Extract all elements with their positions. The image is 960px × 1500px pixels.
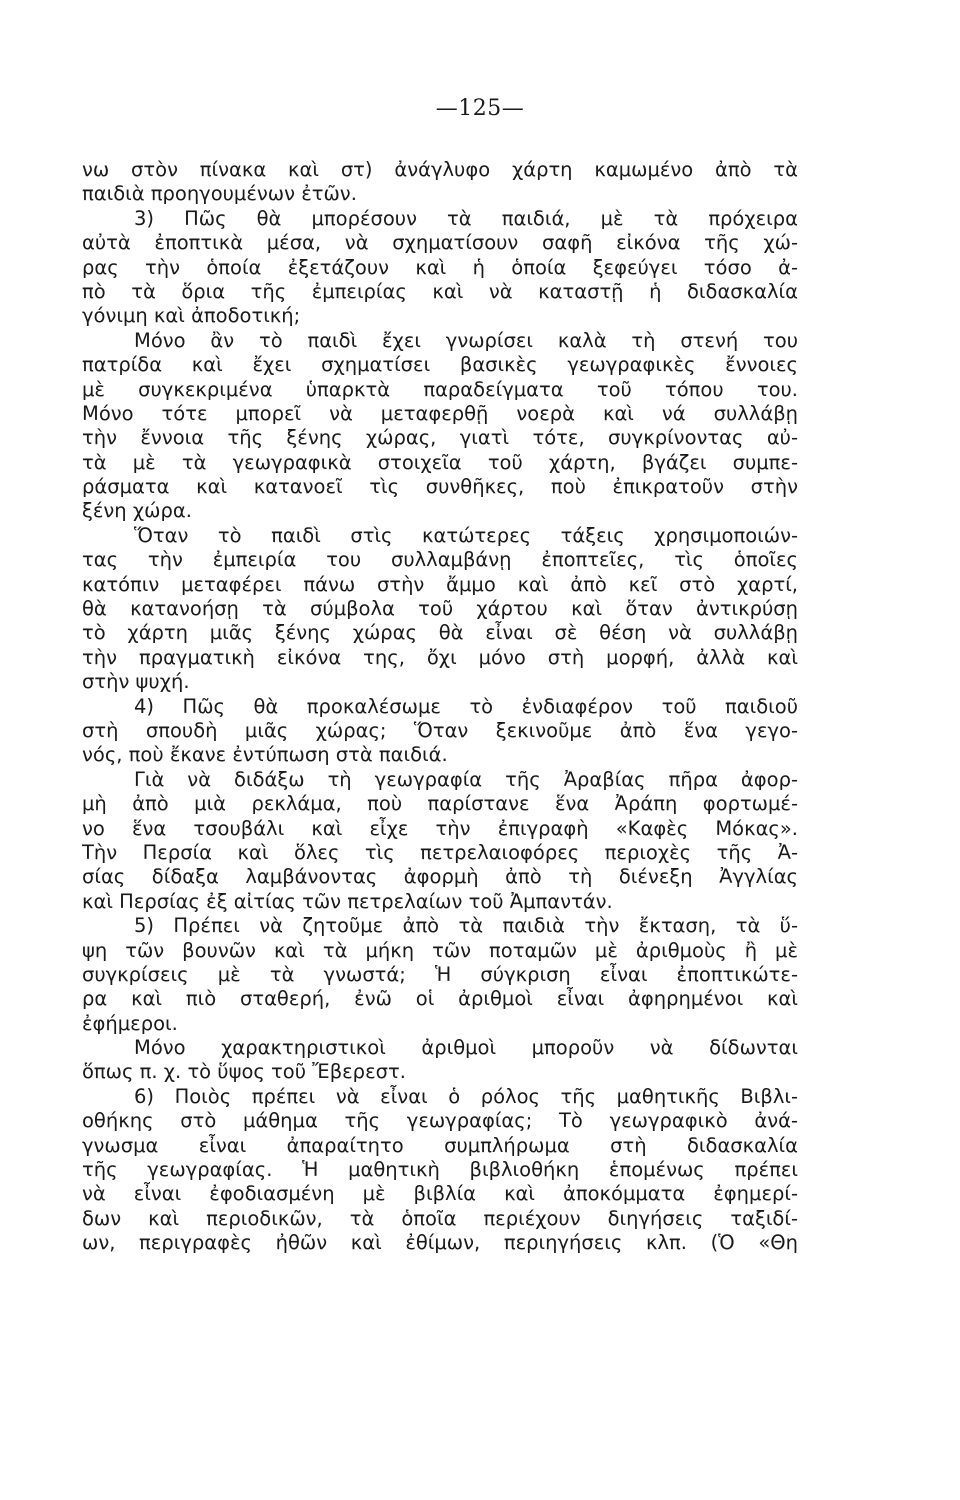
text-line: 3) Πῶς θὰ μπορέσουν τὰ παιδιά, μὲ τὰ πρόχειρα: [134, 206, 798, 230]
text-line: ράσματα καὶ κατανοεῖ τὶς συνθῆκες, ποὺ ἐπικρατοῦν στὴν: [82, 475, 798, 499]
text-line: ἐφήμεροι.: [82, 1011, 178, 1035]
text-line: καὶ Περσίας ἐξ αἰτίας τῶν πετρελαίων τοῦ Ἀμπαντάν.: [82, 889, 613, 913]
text-line: ρα καὶ πιὸ σταθερή, ἐνῶ οἱ ἀριθμοὶ εἶναι ἀφηρημένοι καὶ: [82, 987, 798, 1011]
text-line: 5) Πρέπει νὰ ζητοῦμε ἀπὸ τὰ παιδιὰ τὴν ἔκταση, τὰ ὕ-: [134, 914, 798, 938]
text-line: Ὅταν τὸ παιδὶ στὶς κατώτερες τάξεις χρησιμοποιών-: [134, 523, 798, 547]
text-line: κατόπιν μεταφέρει πάνω στὴν ἄμμο καὶ ἀπὸ κεῖ στὸ χαρτί,: [82, 572, 798, 596]
text-line: Τὴν Περσία καὶ ὅλες τὶς πετρελαιοφόρες περιοχὲς τῆς Ἀ-: [82, 840, 798, 864]
text-line: νο ἕνα τσουβάλι καὶ εἶχε τὴν ἐπιγραφὴ «Καφὲς Μόκας».: [82, 816, 798, 840]
text-line: στὴν ψυχή.: [82, 670, 190, 694]
text-line: τὴν ἔννοια τῆς ξένης χώρας, γιατὶ τότε, συγκρίνοντας αὐ-: [82, 426, 798, 450]
page-number: —125—: [435, 96, 525, 121]
text-line: στὴ σπουδὴ μιᾶς χώρας; Ὅταν ξεκινοῦμε ἀπὸ ἕνα γεγο-: [82, 718, 798, 742]
text-line: σίας δίδαξα λαμβάνοντας ἀφορμὴ ἀπὸ τὴ διένεξη Ἀγγλίας: [82, 865, 798, 889]
text-line: θὰ κατανοήσῃ τὰ σύμβολα τοῦ χάρτου καὶ ὅταν ἀντικρύσῃ: [82, 597, 798, 621]
text-line: νω στὸν πίνακα καὶ στ) ἀνάγλυφο χάρτη καμωμένο ἀπὸ τὰ: [82, 158, 798, 181]
text-line: τῆς γεωγραφίας. Ἡ μαθητικὴ βιβλιοθήκη ἑπομένως πρέπει: [82, 1158, 798, 1182]
text-line: οθήκης στὸ μάθημα τῆς γεωγραφίας; Τὸ γεωγραφικὸ ἀνά-: [82, 1109, 798, 1133]
text-line: νός, ποὺ ἔκανε ἐντύπωση στὰ παιδιά.: [82, 743, 448, 767]
text-line: Γιὰ νὰ διδάξω τὴ γεωγραφία τῆς Ἀραβίας πῆρα ἀφορ-: [134, 767, 798, 791]
text-line: ξένη χώρα.: [82, 499, 192, 523]
text-line: Μόνο χαρακτηριστικοὶ ἀριθμοὶ μποροῦν νὰ δίδωνται: [134, 1036, 798, 1060]
text-line: ὅπως π. χ. τὸ ὕψος τοῦ Ἔβερεστ.: [82, 1060, 406, 1084]
text-line: τὸ χάρτη μιᾶς ξένης χώρας θὰ εἶναι σὲ θέση νὰ συλλάβῃ: [82, 621, 798, 645]
text-line: μὴ ἀπὸ μιὰ ρεκλάμα, ποὺ παρίστανε ἕνα Ἀράπη φορτωμέ-: [82, 792, 798, 816]
text-line: τας τὴν ἐμπειρία του συλλαμβάνῃ ἐποπτεῖες, τὶς ὁποῖες: [82, 548, 798, 572]
text-line: πὸ τὰ ὅρια τῆς ἐμπειρίας καὶ νὰ καταστῇ ἡ διδασκαλία: [82, 279, 798, 303]
text-line: συγκρίσεις μὲ τὰ γνωστά; Ἡ σύγκριση εἶναι ἐποπτικώτε-: [82, 962, 798, 986]
text-line: αὐτὰ ἐποπτικὰ μέσα, νὰ σχηματίσουν σαφῆ εἰκόνα τῆς χώ-: [82, 231, 798, 255]
text-line: ων, περιγραφὲς ἠθῶν καὶ ἐθίμων, περιηγήσεις κλπ. (Ὁ «Θη: [82, 1231, 798, 1255]
text-line: πατρίδα καὶ ἔχει σχηματίσει βασικὲς γεωγραφικὲς ἔννοιες: [82, 353, 798, 377]
text-line: τὰ μὲ τὰ γεωγραφικὰ στοιχεῖα τοῦ χάρτη, βγάζει συμπε-: [82, 450, 798, 474]
text-line: παιδιὰ προηγουμένων ἐτῶν.: [82, 182, 357, 206]
text-line: ρας τὴν ὁποία ἐξετάζουν καὶ ἡ ὁποία ξεφεύγει τόσο ἀ-: [82, 255, 798, 279]
text-line: τὴν πραγματικὴ εἰκόνα της, ὄχι μόνο στὴ μορφή, ἀλλὰ καὶ: [82, 645, 798, 669]
text-line: νὰ εἶναι ἐφοδιασμένη μὲ βιβλία καὶ ἀποκόμματα ἐφημερί-: [82, 1182, 798, 1206]
text-line: Μόνο τότε μπορεῖ νὰ μεταφερθῇ νοερὰ καὶ νά συλλάβῃ: [82, 401, 798, 425]
body-text: [82, 158, 798, 1256]
text-line: 4) Πῶς θὰ προκαλέσωμε τὸ ἐνδιαφέρον τοῦ παιδιοῦ: [134, 694, 798, 718]
text-line: δων καὶ περιοδικῶν, τὰ ὁποῖα περιέχουν διηγήσεις ταξιδί-: [82, 1206, 798, 1230]
text-line: μὲ συγκεκριμένα ὑπαρκτὰ παραδείγματα τοῦ τόπου του.: [82, 377, 798, 401]
text-line: 6) Ποιὸς πρέπει νὰ εἶναι ὁ ρόλος τῆς μαθητικῆς Βιβλι-: [134, 1084, 798, 1108]
text-line: γνωσμα εἶναι ἀπαραίτητο συμπλήρωμα στὴ διδασκαλία: [82, 1133, 798, 1157]
text-line: Μόνο ἂν τὸ παιδὶ ἔχει γνωρίσει καλὰ τὴ στενή του: [134, 328, 798, 352]
text-line: ψη τῶν βουνῶν καὶ τὰ μήκη τῶν ποταμῶν μὲ ἀριθμοὺς ἢ μὲ: [82, 938, 798, 962]
text-line: γόνιμη καὶ ἀποδοτική;: [82, 304, 301, 328]
